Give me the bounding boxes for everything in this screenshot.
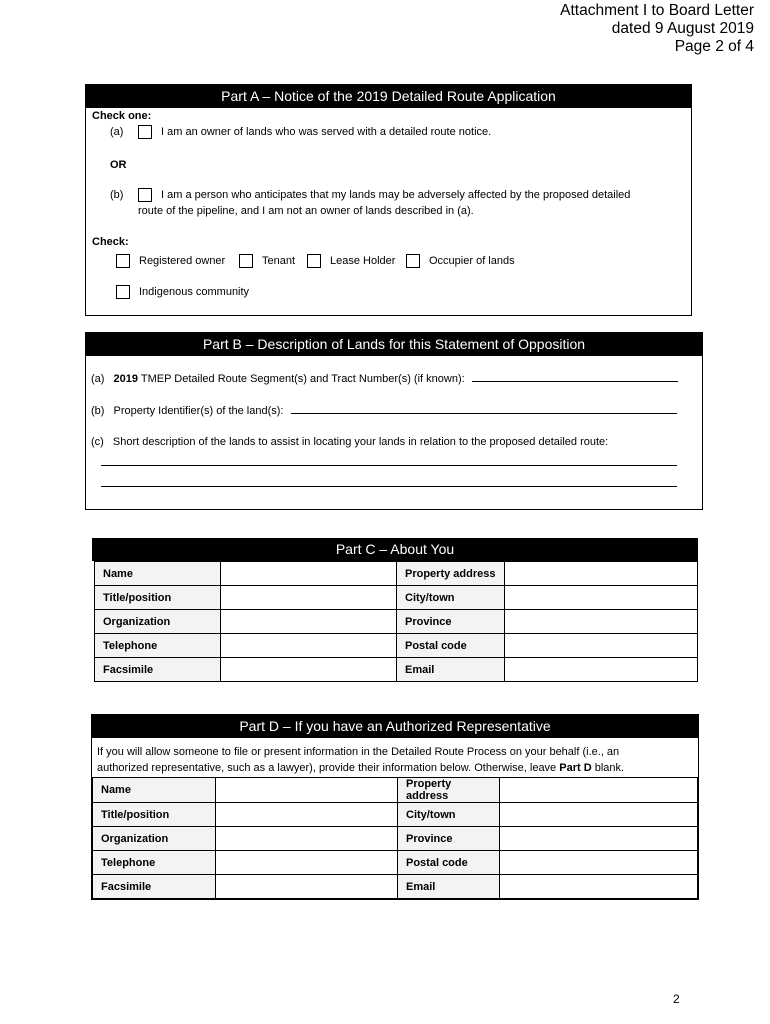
part-c-table xyxy=(94,561,698,682)
rep-title-position-label: Title/position xyxy=(93,803,216,827)
option-b-text-2: route of the pipeline, and I am not an owner of lands described in (a). xyxy=(138,205,474,217)
postal-code-field[interactable] xyxy=(505,634,698,658)
header-line-3: Page 2 of 4 xyxy=(674,38,754,55)
description-line-2[interactable] xyxy=(101,486,677,487)
email-label: Email xyxy=(397,658,505,682)
page-number: 2 xyxy=(673,992,680,1006)
part-b-item-a xyxy=(91,373,696,385)
part-b-b-text: Property Identifier(s) of the land(s): xyxy=(113,405,284,417)
rep-facsimile-field[interactable] xyxy=(216,875,398,899)
table-row xyxy=(93,875,698,899)
rep-property-address-field[interactable] xyxy=(500,778,698,803)
part-d-section xyxy=(91,714,699,900)
part-d-intro xyxy=(92,738,698,778)
option-a-checkbox[interactable] xyxy=(138,125,152,139)
rep-postal-code-label: Postal code xyxy=(398,851,500,875)
part-b-a-label: (a) xyxy=(91,373,105,385)
part-d-intro-line-1: If you will allow someone to file or present information in the Detailed Route Process on your behalf (i.e., an xyxy=(97,746,620,758)
part-b-title: Part B – Description of Lands for this Statement of Opposition xyxy=(86,333,702,356)
city-town-field[interactable] xyxy=(505,586,698,610)
property-address-field[interactable] xyxy=(505,562,698,586)
rep-province-field[interactable] xyxy=(500,827,698,851)
part-d-intro-bold: Part D xyxy=(559,762,592,774)
table-row xyxy=(95,586,698,610)
rep-organization-label: Organization xyxy=(93,827,216,851)
part-c-section xyxy=(92,538,698,684)
part-a-title: Part A – Notice of the 2019 Detailed Route Application xyxy=(86,85,691,108)
part-d-table xyxy=(92,777,698,899)
rep-name-label: Name xyxy=(93,778,216,803)
rep-city-town-field[interactable] xyxy=(500,803,698,827)
registered-owner-label: Registered owner xyxy=(139,255,226,267)
registered-owner-checkbox[interactable] xyxy=(116,254,130,268)
route-segment-field[interactable] xyxy=(472,381,678,382)
rep-title-position-field[interactable] xyxy=(216,803,398,827)
indigenous-community-label: Indigenous community xyxy=(139,286,250,298)
table-row xyxy=(95,562,698,586)
postal-code-label: Postal code xyxy=(397,634,505,658)
page-header xyxy=(560,2,754,56)
table-row xyxy=(95,610,698,634)
telephone-field[interactable] xyxy=(221,634,397,658)
option-a-text: I am an owner of lands who was served with a detailed route notice. xyxy=(161,126,492,138)
province-label: Province xyxy=(397,610,505,634)
tenant-checkbox[interactable] xyxy=(239,254,253,268)
title-position-field[interactable] xyxy=(221,586,397,610)
table-row xyxy=(93,803,698,827)
check-one-label: Check one: xyxy=(92,110,152,122)
part-b-c-text: Short description of the lands to assist in locating your lands in relation to the proposed detailed route: xyxy=(112,436,609,448)
telephone-label: Telephone xyxy=(95,634,221,658)
indigenous-community-checkbox[interactable] xyxy=(116,285,130,299)
option-b-label: (b) xyxy=(110,189,124,201)
part-d-intro-end: blank. xyxy=(594,762,625,774)
rep-email-field[interactable] xyxy=(500,875,698,899)
facsimile-field[interactable] xyxy=(221,658,397,682)
header-line-2: dated 9 August 2019 xyxy=(611,20,754,37)
rep-organization-field[interactable] xyxy=(216,827,398,851)
part-b-a-year: 2019 xyxy=(113,373,138,385)
province-field[interactable] xyxy=(505,610,698,634)
rep-postal-code-field[interactable] xyxy=(500,851,698,875)
option-b-checkbox[interactable] xyxy=(138,188,152,202)
table-row xyxy=(95,634,698,658)
part-d-title: Part D – If you have an Authorized Representative xyxy=(92,715,698,738)
city-town-label: City/town xyxy=(397,586,505,610)
title-position-label: Title/position xyxy=(95,586,221,610)
rep-email-label: Email xyxy=(398,875,500,899)
organization-field[interactable] xyxy=(221,610,397,634)
rep-telephone-field[interactable] xyxy=(216,851,398,875)
property-identifier-field[interactable] xyxy=(291,413,677,414)
rep-property-address-label: Property address xyxy=(398,778,500,803)
lease-holder-label: Lease Holder xyxy=(330,255,396,267)
check-label: Check: xyxy=(92,236,129,248)
facsimile-label: Facsimile xyxy=(95,658,221,682)
rep-city-town-label: City/town xyxy=(398,803,500,827)
part-b-b-label: (b) xyxy=(91,405,105,417)
part-b-c-label: (c) xyxy=(91,436,104,448)
option-a-label: (a) xyxy=(110,126,124,138)
part-b-item-c xyxy=(91,436,696,448)
part-a-section xyxy=(85,84,692,316)
rep-name-field[interactable] xyxy=(216,778,398,803)
occupier-label: Occupier of lands xyxy=(429,255,515,267)
property-address-label: Property address xyxy=(397,562,505,586)
or-label: OR xyxy=(110,159,127,171)
name-field[interactable] xyxy=(221,562,397,586)
table-row xyxy=(93,851,698,875)
rep-telephone-label: Telephone xyxy=(93,851,216,875)
part-b-item-b xyxy=(91,405,696,417)
part-b-section xyxy=(85,332,703,510)
header-line-1: Attachment I to Board Letter xyxy=(560,2,754,19)
table-row xyxy=(93,778,698,803)
option-b-text-1: I am a person who anticipates that my lands may be adversely affected by the proposed detailed xyxy=(161,189,631,201)
rep-facsimile-label: Facsimile xyxy=(93,875,216,899)
organization-label: Organization xyxy=(95,610,221,634)
lease-holder-checkbox[interactable] xyxy=(307,254,321,268)
table-row xyxy=(95,658,698,682)
part-d-intro-line-2: authorized representative, such as a lawyer), provide their information below. Otherwise, leave xyxy=(97,762,557,774)
email-field[interactable] xyxy=(505,658,698,682)
table-row xyxy=(93,827,698,851)
part-b-a-text: TMEP Detailed Route Segment(s) and Tract Number(s) (if known): xyxy=(140,373,465,385)
rep-province-label: Province xyxy=(398,827,500,851)
occupier-checkbox[interactable] xyxy=(406,254,420,268)
tenant-label: Tenant xyxy=(262,255,296,267)
name-label: Name xyxy=(95,562,221,586)
description-line-1[interactable] xyxy=(101,465,677,466)
part-c-title: Part C – About You xyxy=(92,538,698,561)
